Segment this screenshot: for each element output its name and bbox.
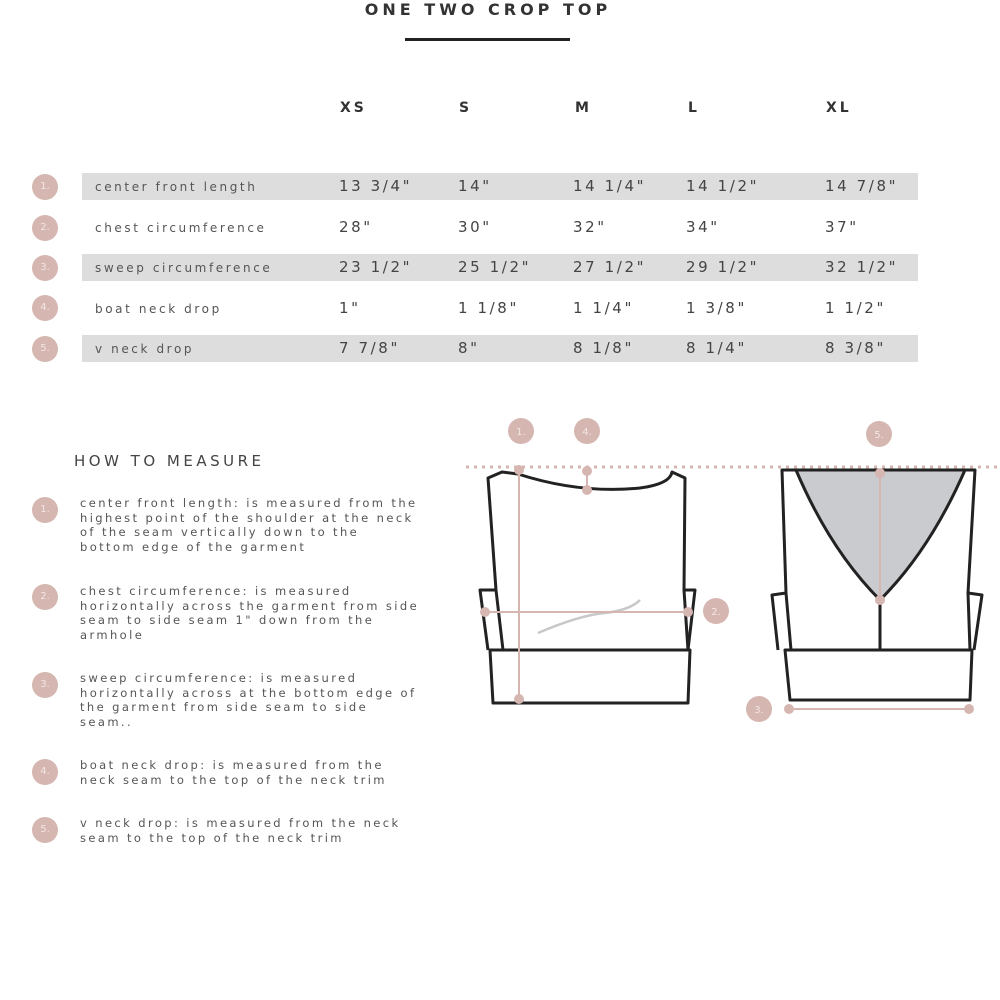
size-header-s: S — [459, 100, 473, 116]
value-s: 1 1/8" — [458, 299, 519, 317]
value-s: 25 1/2" — [458, 258, 532, 276]
value-xl: 37" — [825, 218, 859, 236]
instruction-badge: 1. — [32, 497, 58, 523]
title-underline — [405, 38, 570, 41]
table-row — [82, 295, 918, 322]
measurement-label: v neck drop — [95, 342, 195, 356]
badge-boat-neck-drop: 4. — [582, 427, 592, 438]
badge-v-neck-drop: 5. — [874, 430, 884, 441]
value-m: 1 1/4" — [573, 299, 634, 317]
value-l: 29 1/2" — [686, 258, 760, 276]
measurement-label: center front length — [95, 180, 258, 194]
size-header-l: L — [688, 100, 700, 116]
badge-center-front-length: 1. — [516, 427, 526, 438]
page-title: ONE TWO CROP TOP — [364, 0, 612, 19]
value-l: 1 3/8" — [686, 299, 747, 317]
value-xl: 32 1/2" — [825, 258, 899, 276]
instruction-center-front-length: center front length: is measured from the highest point of the shoulder at the neck of the seam vertically down to the bottom edge of the garment — [80, 496, 418, 554]
front-garment-outline — [480, 472, 695, 703]
table-row — [82, 335, 918, 362]
value-xs: 7 7/8" — [339, 339, 400, 357]
instruction-chest-circumference: chest circumference: is measured horizontally across the garment from side seam to side seam 1" down from the armhole — [80, 584, 420, 642]
instruction-boat-neck-drop: boat neck drop: is measured from the neck seam to the top of the neck trim — [80, 758, 387, 787]
measurement-label: boat neck drop — [95, 302, 222, 316]
back-garment-outline — [772, 470, 982, 700]
value-xs: 23 1/2" — [339, 258, 413, 276]
badge-chest-circumference: 2. — [711, 607, 721, 618]
value-xs: 13 3/4" — [339, 177, 413, 195]
garment-diagram — [460, 410, 1000, 740]
size-header-xl: XL — [826, 100, 852, 116]
value-xs: 28" — [339, 218, 373, 236]
instruction-badge: 2. — [32, 584, 58, 610]
value-m: 27 1/2" — [573, 258, 647, 276]
value-s: 8" — [458, 339, 480, 357]
value-s: 30" — [458, 218, 492, 236]
instruction-badge: 5. — [32, 817, 58, 843]
how-to-measure-heading: HOW TO MEASURE — [74, 452, 265, 470]
row-number-badge: 3. — [32, 255, 58, 281]
value-m: 14 1/4" — [573, 177, 647, 195]
value-xl: 8 3/8" — [825, 339, 886, 357]
measurement-label: chest circumference — [95, 221, 267, 235]
value-s: 14" — [458, 177, 492, 195]
badge-sweep-circumference: 3. — [754, 705, 764, 716]
row-number-badge: 4. — [32, 295, 58, 321]
value-l: 8 1/4" — [686, 339, 747, 357]
value-xs: 1" — [339, 299, 361, 317]
row-number-badge: 1. — [32, 174, 58, 200]
instruction-badge: 4. — [32, 759, 58, 785]
table-row — [82, 254, 918, 281]
size-header-m: M — [575, 100, 592, 116]
value-m: 8 1/8" — [573, 339, 634, 357]
value-m: 32" — [573, 218, 607, 236]
row-number-badge: 5. — [32, 336, 58, 362]
instruction-sweep-circumference: sweep circumference: is measured horizontally across at the bottom edge of the garment from side seam to side seam.. — [80, 671, 417, 729]
value-l: 14 1/2" — [686, 177, 760, 195]
row-number-badge: 2. — [32, 215, 58, 241]
table-row — [82, 214, 918, 241]
instruction-v-neck-drop: v neck drop: is measured from the neck seam to the top of the neck trim — [80, 816, 401, 845]
value-xl: 1 1/2" — [825, 299, 886, 317]
table-row — [82, 173, 918, 200]
measurement-label: sweep circumference — [95, 261, 273, 275]
value-xl: 14 7/8" — [825, 177, 899, 195]
instruction-badge: 3. — [32, 672, 58, 698]
size-header-xs: XS — [340, 100, 367, 116]
value-l: 34" — [686, 218, 720, 236]
